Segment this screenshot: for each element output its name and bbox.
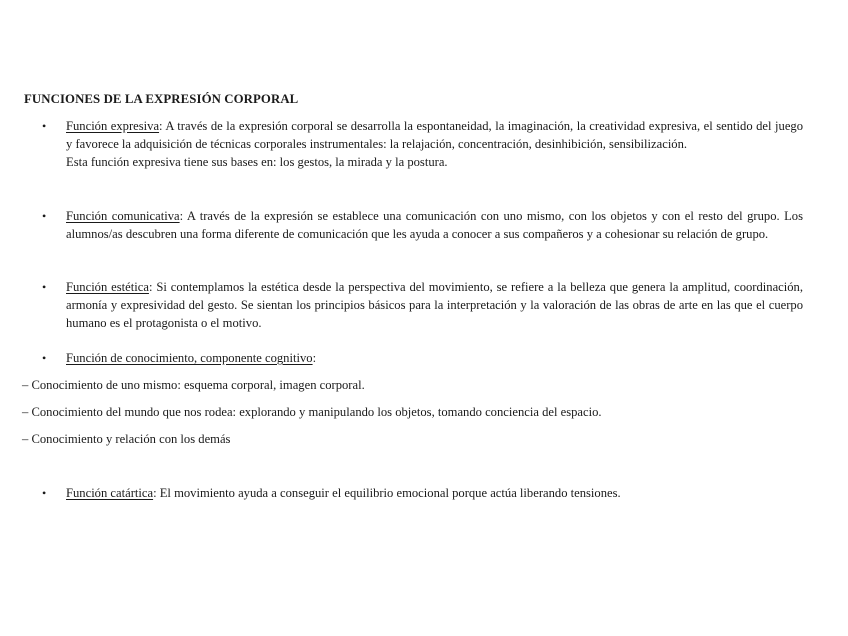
bullet-icon: • xyxy=(42,209,47,223)
list-item-funcion-comunicativa xyxy=(42,207,803,243)
list-item-funcion-estetica xyxy=(42,278,803,332)
list-item-text xyxy=(66,117,803,153)
list-item-funcion-expresiva xyxy=(42,117,803,171)
item-body: : A través de la expresión corporal se desarrolla la espontaneidad, la imaginación, la creatividad expresiva, el sentido del juego y favorece la adquisición de técnicas corporales instrumentales: la relajación, concentración, desinhibición, sensibilización. xyxy=(66,119,803,151)
bullet-icon: • xyxy=(42,351,47,365)
item-label: Función de conocimiento, componente cognitivo xyxy=(66,351,313,365)
bullet-icon: • xyxy=(42,280,47,294)
list-item-funcion-conocimiento xyxy=(42,349,803,367)
item-note: Esta función expresiva tiene sus bases en: los gestos, la mirada y la postura. xyxy=(66,155,448,169)
sub-item-conocimiento-demas: – Conocimiento y relación con los demás xyxy=(22,432,231,446)
list-item-text xyxy=(66,207,803,243)
list-item-text xyxy=(66,349,803,367)
bullet-icon: • xyxy=(42,486,47,500)
item-label: Función catártica xyxy=(66,486,154,500)
bullet-icon: • xyxy=(42,119,47,133)
item-body: : Si contemplamos la estética desde la perspectiva del movimiento, se refiere a la belleza que genera la amplitud, coordinación, armonía y expresividad del gesto. Se sientan los principios básicos para la interpretación y la valoración de las obras de arte en las que el cuerpo humano es el protagonista o el motivo. xyxy=(66,280,804,330)
item-label: Función estética xyxy=(66,280,149,294)
item-body: : A través de la expresión se establece una comunicación con uno mismo, con los objetos y con el resto del grupo. Los alumnos/as descubren una forma diferente de comunicación que les ayuda a conocer a sus compañeros y a cohesionar su relación de grupo. xyxy=(66,209,803,241)
item-label: Función expresiva xyxy=(66,119,160,133)
list-item-funcion-catartica xyxy=(42,484,803,502)
item-body: : El movimiento ayuda a conseguir el equilibrio emocional porque actúa liberando tensiones. xyxy=(153,486,621,500)
sub-item-conocimiento-uno-mismo: – Conocimiento de uno mismo: esquema corporal, imagen corporal. xyxy=(22,378,365,392)
item-body: : xyxy=(312,351,317,365)
list-item-text xyxy=(66,484,803,502)
document-title: FUNCIONES DE LA EXPRESIÓN CORPORAL xyxy=(24,92,299,106)
item-label: Función comunicativa xyxy=(66,209,180,223)
list-item-text xyxy=(66,278,803,332)
sub-item-conocimiento-mundo: – Conocimiento del mundo que nos rodea: explorando y manipulando los objetos, tomando conciencia del espacio. xyxy=(22,405,602,419)
